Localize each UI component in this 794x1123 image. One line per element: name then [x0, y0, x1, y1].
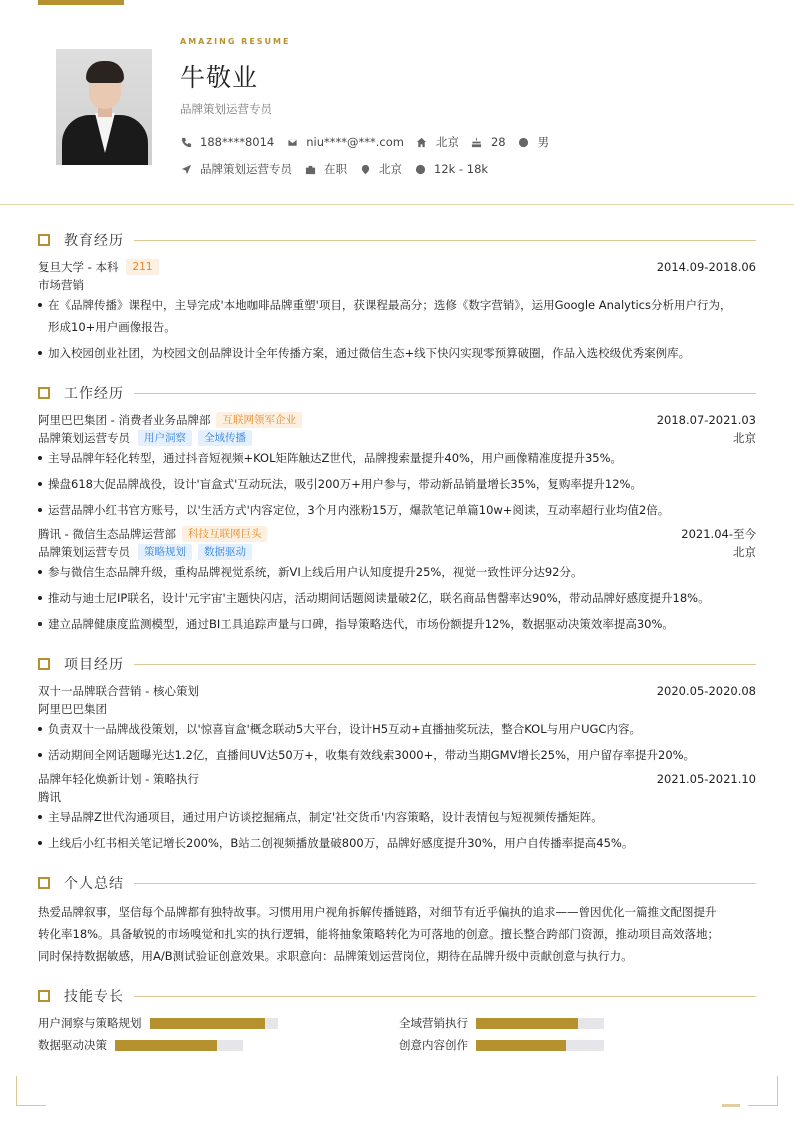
job-bullet: 主导品牌年轻化转型，通过抖音短视频+KOL矩阵触达Z世代，品牌搜索量提升40%，用户画像精准度提升35%。	[38, 447, 756, 469]
section-line	[134, 393, 756, 394]
summary-text: 热爱品牌叙事，坚信每个品牌都有独特故事。习惯用用户视角拆解传播链路，对细节有近乎偏执的追求——曾因优化一篇推文配图提升 转化率18%。具备敏锐的市场嗅觉和扎实的执行逻辑，能将抽象策略转化为可落地的创意。擅长整合跨部门资源，推动项目高效落地； 同时保持数据敏感，用A/B测试验证创意效果。求职意向：品牌策划运营岗位，期待在品牌升级中贡献创意与执行力。	[38, 905, 720, 963]
project-bullet: 活动期间全网话题曝光达1.2亿，直播间UV达50万+，收集有效线索3000+，带动当期GMV增长25%，用户留存率提升20%。	[38, 744, 756, 766]
major: 市场营销	[38, 278, 84, 292]
project-bullet: 负责双十一品牌战役策划，以'惊喜盲盒'概念联动5大平台，设计H5互动+直播抽奖玩法，整合KOL与用户UGC内容。	[38, 718, 756, 740]
skill-bar	[476, 1040, 604, 1051]
cake-icon	[471, 136, 483, 148]
candidate-name: 牛敬业	[180, 63, 259, 92]
section-education	[38, 230, 756, 250]
skill-bar-fill	[150, 1018, 265, 1029]
education-header	[38, 258, 756, 276]
intent-text: 品牌策划运营专员	[200, 162, 292, 176]
skill-item	[399, 1016, 604, 1030]
skill-bar-fill	[476, 1040, 566, 1051]
phone-item	[180, 135, 274, 149]
section-title: 项目经历	[64, 657, 124, 673]
job-header	[38, 411, 756, 429]
job-role: 品牌策划运营专员	[38, 545, 130, 559]
briefcase-icon	[304, 163, 316, 175]
corner-decoration	[16, 1076, 46, 1106]
skill-name: 创意内容创作	[399, 1038, 468, 1052]
salary-icon	[414, 163, 426, 175]
project-name: 品牌年轻化焕新计划 - 策略执行	[38, 772, 199, 786]
education-bullet: 在《品牌传播》课程中，主导完成'本地咖啡品牌重塑'项目，获课程最高分；选修《数字营销》，运用Google Analytics分析用户行为， 形成10+用户画像报告。	[38, 294, 756, 338]
project-header	[38, 770, 756, 788]
gender-text: 男	[537, 135, 550, 149]
education-date: 2014.09-2018.06	[656, 260, 756, 274]
project-bullet: 主导品牌Z世代沟通项目，通过用户访谈挖掘痛点，制定'社交货币'内容策略，设计表情包与短视频传播矩阵。	[38, 806, 756, 828]
phone-text: 188****8014	[200, 135, 275, 149]
company-name: 腾讯 - 微信生态品牌运营部	[38, 527, 176, 541]
section-skills	[38, 986, 756, 1006]
education-bullet: 加入校园创业社团，为校园文创品牌设计全年传播方案，通过微信生态+线下快闪实现零预算破圈，作品入选校级优秀案例库。	[38, 342, 756, 364]
role-tag: 数据驱动	[198, 544, 252, 560]
project-date: 2020.05-2020.08	[656, 684, 756, 698]
project-header	[38, 682, 756, 700]
home-item	[416, 134, 459, 150]
job-date: 2018.07-2021.03	[656, 413, 756, 427]
section-work	[38, 383, 756, 403]
age-item	[471, 135, 506, 149]
section-square-icon	[38, 234, 50, 246]
section-line	[134, 996, 756, 997]
skill-name: 用户洞察与策略规划	[38, 1016, 142, 1030]
skill-bar	[476, 1018, 604, 1029]
section-title: 个人总结	[64, 876, 124, 892]
project-date: 2021.05-2021.10	[656, 772, 756, 786]
role-tag: 用户洞察	[138, 430, 192, 446]
skill-item	[38, 1038, 243, 1052]
bottom-accent-bar	[722, 1104, 740, 1107]
brand-label: AMAZING RESUME	[180, 37, 291, 46]
section-title: 工作经历	[64, 386, 124, 402]
section-square-icon	[38, 387, 50, 399]
job-role-row	[38, 543, 756, 561]
intent-item	[180, 161, 292, 177]
skill-bar	[150, 1018, 278, 1029]
job-city: 北京	[733, 431, 756, 445]
job-bullet: 操盘618大促品牌战役，设计'盲盒式'互动玩法，吸引200万+用户参与，带动新品销量增长35%，复购率提升12%。	[38, 473, 756, 495]
top-accent-bar	[38, 0, 124, 5]
intent-row	[180, 161, 500, 177]
home-text: 北京	[435, 135, 459, 149]
city-text: 北京	[379, 162, 402, 176]
mail-icon	[286, 136, 298, 148]
skill-name: 全域营销执行	[399, 1016, 468, 1030]
project-name: 双十一品牌联合营销 - 核心策划	[38, 684, 199, 698]
home-icon	[416, 136, 428, 148]
job-role-row	[38, 429, 756, 447]
skill-bar	[115, 1040, 243, 1051]
project-org: 阿里巴巴集团	[38, 702, 107, 716]
skill-bar-fill	[476, 1018, 578, 1029]
section-projects	[38, 654, 756, 674]
section-title: 教育经历	[64, 233, 124, 249]
skill-item	[399, 1038, 604, 1052]
job-header	[38, 525, 756, 543]
school-name: 复旦大学 - 本科	[38, 260, 119, 274]
school-tag: 211	[126, 259, 158, 275]
section-line	[134, 240, 756, 241]
section-summary	[38, 873, 756, 893]
job-title: 品牌策划运营专员	[180, 102, 272, 116]
email-text: niu****@***.com	[306, 135, 404, 149]
profile-photo	[56, 49, 152, 165]
gender-icon	[518, 136, 530, 148]
section-square-icon	[38, 658, 50, 670]
age-text: 28	[490, 135, 506, 149]
project-bullet: 上线后小红书相关笔记增长200%，B站二创视频播放量破800万，品牌好感度提升30%，用户自传播率提高45%。	[38, 832, 756, 854]
job-bullet: 推动与迪士尼IP联名，设计'元宇宙'主题快闪店，活动期间话题阅读量破2亿，联名商品售罄率达90%，带动品牌好感度提升18%。	[38, 587, 756, 609]
corner-decoration	[748, 1076, 778, 1106]
job-bullet: 建立品牌健康度监测模型，通过BI工具追踪声量与口碑，指导策略迭代，市场份额提升12%，数据驱动决策效率提高30%。	[38, 613, 756, 635]
section-title: 技能专长	[64, 989, 124, 1005]
job-date: 2021.04-至今	[681, 527, 756, 541]
send-icon	[180, 163, 192, 175]
section-square-icon	[38, 990, 50, 1002]
skill-name: 数据驱动决策	[38, 1038, 107, 1052]
city-item	[359, 161, 402, 177]
role-tag: 全域传播	[198, 430, 252, 446]
status-text: 在职	[324, 162, 347, 176]
job-bullet: 运营品牌小红书官方账号，以'生活方式'内容定位，3个月内涨粉15万，爆款笔记单篇10w+阅读，互动率超行业均值2倍。	[38, 499, 756, 521]
gender-item	[518, 134, 550, 150]
project-org: 腾讯	[38, 790, 61, 804]
job-role: 品牌策划运营专员	[38, 431, 130, 445]
status-item	[304, 161, 347, 177]
role-tag: 策略规划	[138, 544, 192, 560]
salary-text: 12k - 18k	[434, 162, 489, 176]
header-divider	[0, 204, 794, 205]
skill-bar-fill	[115, 1040, 217, 1051]
company-name: 阿里巴巴集团 - 消费者业务品牌部	[38, 413, 211, 427]
contact-row	[180, 134, 561, 150]
job-bullet: 参与微信生态品牌升级，重构品牌视觉系统，新VI上线后用户认知度提升25%，视觉一致性评分达92分。	[38, 561, 756, 583]
location-pin-icon	[359, 163, 371, 175]
email-item	[286, 135, 404, 149]
company-tag: 科技互联网巨头	[182, 526, 268, 542]
section-line	[134, 883, 756, 884]
company-tag: 互联网领军企业	[216, 412, 302, 428]
job-city: 北京	[733, 545, 756, 559]
section-square-icon	[38, 877, 50, 889]
phone-icon	[180, 136, 192, 148]
section-line	[134, 664, 756, 665]
salary-item	[414, 162, 488, 176]
skill-item	[38, 1016, 278, 1030]
